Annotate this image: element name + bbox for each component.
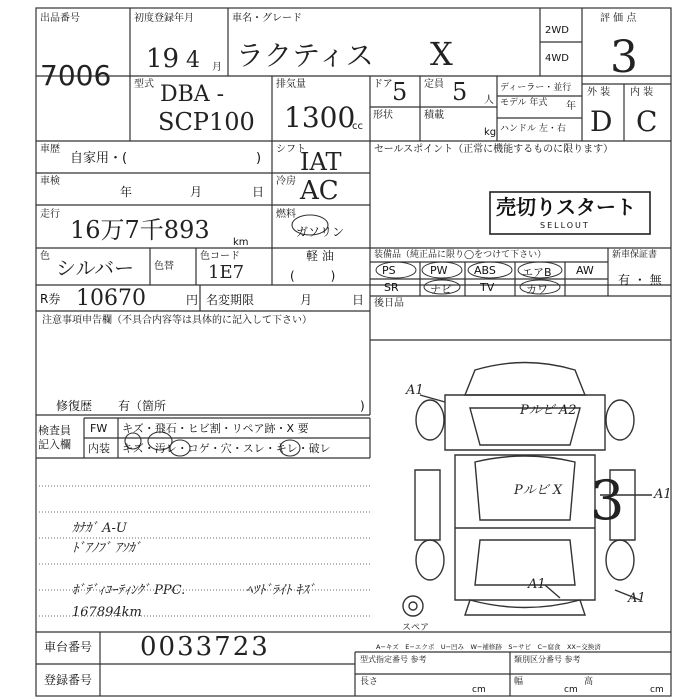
diagram-number-3: 3: [590, 469, 625, 532]
history-value: 自家用・(: [70, 151, 128, 166]
grade: X: [430, 35, 453, 73]
note-line-1: ｶﾅｶﾞ A-U: [72, 521, 127, 536]
kg-unit: kg: [484, 127, 497, 138]
car-name: ラクティス: [236, 39, 374, 72]
aircon-label: 冷房: [276, 176, 296, 187]
drive-4wd: 4WD: [545, 53, 569, 64]
shape-label: 形状: [373, 110, 393, 121]
first-reg-month: 4: [186, 48, 200, 73]
handle-label: ハンドル 左・右: [500, 124, 566, 134]
diagram-mark-3: Pルビ X: [514, 483, 563, 498]
interior-row-label: 内装: [88, 442, 110, 455]
model-prefix: DBA -: [160, 82, 225, 107]
cc-unit: cc: [352, 121, 363, 132]
sales-point-label: セールスポイント（正常に機能するものに限ります）: [374, 144, 614, 155]
fw-label: FW: [90, 422, 108, 435]
model-label: 型式: [134, 79, 154, 90]
repair-label: 修復歴: [56, 399, 93, 413]
shift-value: IAT: [300, 148, 342, 176]
width-unit: cm: [564, 685, 578, 695]
first-reg-year: 19: [146, 44, 180, 74]
interior-label: 内 装: [630, 87, 654, 98]
history-label: 車歴: [40, 144, 60, 155]
chassis-label: 車台番号: [44, 640, 93, 654]
year-unit: 年: [566, 101, 576, 112]
capacity: 5: [452, 78, 468, 106]
height-unit: cm: [650, 685, 664, 695]
doors-label: ドア: [373, 79, 393, 90]
note-line-4: ﾍﾂﾄﾞﾗｲﾄ ｷｽﾞ: [246, 583, 316, 598]
inspection-label: 車検: [40, 176, 60, 187]
capacity-unit: 人: [484, 95, 494, 106]
equipment-sr: SR: [384, 281, 399, 294]
equipment-aw: AW: [576, 264, 594, 277]
doors: 5: [392, 78, 408, 106]
width-label: 幅: [514, 677, 524, 687]
fuel-other: ( ): [290, 269, 336, 283]
interior-codes: キズ・汚レ・コゲ・穴・スレ・キレ・破レ: [122, 442, 331, 455]
month-unit: 月: [212, 62, 222, 73]
history-close: ): [256, 151, 262, 166]
transfer-day: 日: [352, 293, 365, 307]
classification-label: 類別区分番号 参考: [514, 655, 581, 664]
warranty-values: 有 ・ 無: [618, 273, 662, 287]
diagram-mark-4: A1: [654, 487, 672, 502]
color-code-label: 色コード: [200, 251, 240, 262]
reg-number-label: 登録番号: [44, 673, 93, 687]
km-unit: km: [233, 237, 249, 248]
equipment-ps: PS: [382, 264, 396, 277]
model-code: SCP100: [158, 108, 255, 136]
equipment-label: 装備品（純正品に限り◯をつけて下さい）: [374, 250, 547, 260]
mileage-value: 16万7千893: [70, 216, 210, 244]
lot-label: 出品番号: [40, 13, 80, 24]
repair-close: ): [360, 399, 365, 413]
equipment-tv: TV: [480, 281, 495, 294]
fuel-gasoline: ガソリン: [296, 225, 345, 239]
color-value: シルバー: [56, 256, 135, 280]
displacement: 1300: [284, 101, 356, 134]
height-label: 高: [584, 677, 594, 687]
diagram-mark-5: A1: [528, 577, 546, 592]
aircon-value: AC: [300, 176, 339, 206]
recycle-label: R券: [40, 292, 61, 306]
damage-legend: A−キズ E−エクボ U−凹み W−補修跡 S−サビ C−腐食 XX−交換済: [376, 643, 601, 651]
equipment-pw: PW: [430, 264, 448, 277]
diagram-mark-6: A1: [628, 591, 646, 606]
transfer-month: 月: [300, 293, 313, 307]
length-unit: cm: [472, 685, 486, 695]
diagram-mark-2: Pルビ A2: [520, 403, 577, 418]
capacity-label: 定員: [424, 79, 444, 90]
repair-value: 有（箇所: [118, 399, 167, 413]
sellout-stamp: 売切りスタート: [496, 195, 636, 219]
color-code: 1E7: [208, 262, 245, 283]
equipment-navi: ナビ: [430, 283, 452, 296]
first-reg-label: 初度登録年月: [134, 13, 194, 24]
type-designation-label: 型式指定番号 参考: [360, 655, 427, 664]
inspector-label: 検査員 記入欄: [38, 424, 71, 452]
car-grade-label: 車名・グレード: [232, 13, 302, 24]
fuel-label: 燃料: [276, 209, 296, 220]
lot-number: 7006: [40, 59, 112, 92]
interior-grade: C: [636, 105, 658, 138]
equipment-abs: ABS: [474, 264, 496, 277]
transfer-label: 名変期限: [206, 293, 255, 307]
shift-label: シフト: [276, 144, 306, 155]
drive-2wd: 2WD: [545, 25, 569, 36]
fuel-diesel: 軽 油: [306, 249, 334, 263]
diagram-mark-1: A1: [406, 383, 424, 398]
chassis-value: 0033723: [140, 632, 270, 662]
mileage-label: 走行: [40, 209, 60, 220]
note-line-3: ﾎﾞﾃﾞｨｺｰﾃｨﾝｸﾞ PPC.: [72, 583, 186, 598]
aftermarket-label: 後日品: [374, 298, 404, 309]
score-label: 評 価 点: [600, 13, 637, 24]
spare-label: スペア: [402, 623, 430, 633]
load-label: 積載: [424, 110, 444, 121]
note-line-5: 167894km: [72, 605, 142, 620]
notes-label: 注意事項申告欄（不具合内容等は具体的に記入して下さい）: [42, 315, 312, 326]
exterior-grade: D: [590, 105, 613, 138]
fw-codes: キズ・飛石・ヒビ割・リペア跡・X 要: [122, 422, 309, 435]
exterior-label: 外 装: [587, 87, 611, 98]
yen-unit: 円: [186, 293, 199, 307]
dealer-label: ディーラー・並行: [500, 83, 572, 93]
recycle-value: 10670: [76, 286, 146, 311]
inspection-year: 年: [120, 185, 133, 199]
score: 3: [610, 32, 638, 83]
length-label: 長さ: [360, 677, 379, 687]
inspection-month: 月: [190, 185, 203, 199]
color-label: 色: [40, 251, 50, 262]
inspection-day: 日: [252, 185, 265, 199]
note-line-2: ﾄﾞｱﾉﾌﾞ ｱｿｶﾞ: [72, 541, 142, 556]
sellout-stamp-sub: SELLOUT: [540, 221, 590, 230]
displacement-label: 排気量: [276, 79, 306, 90]
warranty-label: 新車保証書: [612, 250, 658, 260]
model-year-label: モデル 年式: [500, 98, 548, 108]
equipment-leather: カワ: [526, 283, 548, 296]
color-change-label: 色替: [154, 261, 174, 272]
equipment-airbag: エアB: [522, 266, 552, 279]
